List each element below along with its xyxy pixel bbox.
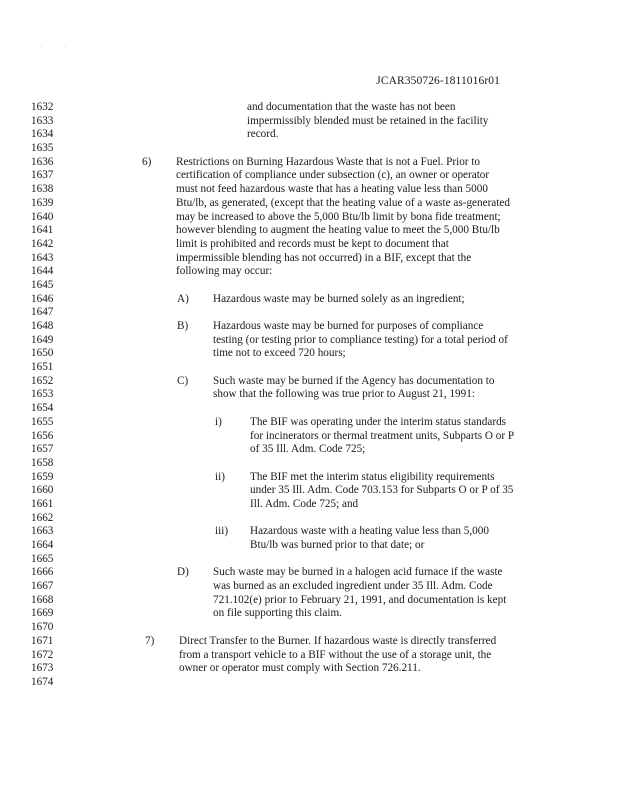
- line-text: show that the following was true prior to August 21, 1991:: [213, 388, 475, 401]
- document-line: [0, 238, 618, 252]
- line-number: 1664: [31, 539, 54, 551]
- line-text: impermissible blending has not occurred) in a BIF, except that the: [176, 251, 472, 264]
- line-text: Hazardous waste may be burned for purposes of compliance: [213, 320, 484, 332]
- document-line: [0, 279, 618, 293]
- document-line: [0, 265, 618, 279]
- line-number: 1667: [31, 580, 54, 593]
- item-marker: C): [177, 374, 189, 387]
- item-marker: D): [177, 566, 189, 579]
- line-text: under 35 Ill. Adm. Code 703.153 for Subparts O or P of 35: [250, 484, 514, 497]
- line-number: 1650: [31, 347, 54, 360]
- line-text: Btu/lb, as generated, (except that the heating value of a waste as-generated: [176, 196, 510, 209]
- document-line: [0, 443, 618, 457]
- line-number: 1636: [31, 155, 54, 168]
- line-text: owner or operator must comply with Section 726.211.: [179, 662, 421, 675]
- line-number: 1661: [31, 497, 54, 510]
- item-marker: ii): [215, 470, 225, 483]
- document-line: [0, 416, 618, 430]
- item-marker: B): [177, 320, 189, 332]
- line-number: 1665: [31, 552, 54, 565]
- line-text: following may occur:: [176, 265, 273, 278]
- document-line: [0, 662, 618, 676]
- document-line: [0, 676, 618, 690]
- line-text: Direct Transfer to the Burner. If hazardous waste is directly transferred: [179, 634, 497, 647]
- document-line: [0, 211, 618, 225]
- line-number: 1657: [31, 443, 54, 456]
- document-line: [0, 197, 618, 211]
- line-text: was burned as an excluded ingredient under 35 Ill. Adm. Code: [213, 580, 493, 593]
- line-number: 1642: [31, 237, 54, 250]
- line-number: 1640: [31, 210, 54, 223]
- document-line: [0, 293, 618, 307]
- document-line: [0, 156, 618, 170]
- line-number: 1643: [31, 251, 54, 264]
- line-text: limit is prohibited and records must be kept to document that: [176, 237, 449, 250]
- document-line: [0, 457, 618, 471]
- line-number: 1671: [31, 634, 54, 647]
- document-line: [0, 361, 618, 375]
- document-line: [0, 539, 618, 553]
- document-line: [0, 402, 618, 416]
- line-text: may be increased to above the 5,000 Btu/lb limit by bona fide treatment;: [176, 210, 501, 223]
- line-number: 1644: [31, 265, 54, 278]
- line-number: 1639: [31, 196, 54, 209]
- item-marker: iii): [215, 525, 229, 538]
- line-number: 1662: [31, 511, 54, 524]
- document-line: [0, 430, 618, 444]
- line-text: Hazardous waste with a heating value less than 5,000: [250, 525, 489, 538]
- line-number: 1674: [31, 675, 54, 688]
- document-line: [0, 320, 618, 334]
- document-line: [0, 115, 618, 129]
- line-text: record.: [247, 128, 279, 141]
- line-number: 1658: [31, 456, 54, 469]
- line-number: 1647: [31, 306, 54, 319]
- line-text: on file supporting this claim.: [213, 607, 342, 620]
- line-text: Restrictions on Burning Hazardous Waste that is not a Fuel. Prior to: [176, 155, 481, 168]
- document-line: [0, 142, 618, 156]
- line-number: 1669: [31, 607, 54, 620]
- line-number: 1656: [31, 429, 54, 442]
- line-text: 721.102(e) prior to February 21, 1991, and documentation is kept: [213, 593, 507, 606]
- item-marker: 6): [142, 155, 152, 168]
- line-number: 1635: [31, 142, 54, 155]
- line-number: 1654: [31, 402, 54, 415]
- line-number: 1649: [31, 333, 54, 346]
- line-number: 1633: [31, 114, 54, 127]
- line-text: for incinerators or thermal treatment units, Subparts O or P: [250, 429, 515, 442]
- document-line: [0, 388, 618, 402]
- document-line: [0, 484, 618, 498]
- line-number: 1641: [31, 224, 54, 237]
- document-line: [0, 169, 618, 183]
- line-text: The BIF was operating under the interim status standards: [250, 415, 507, 428]
- document-line: [0, 183, 618, 197]
- line-number: 1634: [31, 128, 54, 141]
- item-marker: 7): [145, 634, 155, 647]
- line-number: 1653: [31, 388, 54, 401]
- document-line: [0, 252, 618, 266]
- line-number: 1670: [31, 621, 54, 634]
- line-number: 1637: [31, 169, 54, 182]
- document-line: [0, 306, 618, 320]
- line-list: [0, 101, 618, 690]
- line-text: of 35 Ill. Adm. Code 725;: [250, 443, 366, 456]
- document-line: [0, 498, 618, 512]
- line-number: 1648: [31, 320, 54, 332]
- line-number: 1666: [31, 566, 54, 579]
- line-text: Hazardous waste may be burned solely as an ingredient;: [213, 292, 465, 305]
- document-line: [0, 375, 618, 389]
- line-number: 1632: [31, 101, 54, 113]
- document-header: JCAR350726-1811016r01: [376, 75, 500, 87]
- document-line: [0, 594, 618, 608]
- line-text: and documentation that the waste has not been: [247, 101, 456, 113]
- line-text: Such waste may be burned if the Agency has documentation to: [213, 374, 495, 387]
- document-line: [0, 334, 618, 348]
- line-text: Ill. Adm. Code 725; and: [250, 497, 359, 510]
- line-text: impermissibly blended must be retained in the facility: [247, 114, 489, 127]
- line-text: Such waste may be burned in a halogen acid furnace if the waste: [213, 566, 503, 579]
- document-line: [0, 566, 618, 580]
- line-text: certification of compliance under subsection (c), an owner or operator: [176, 169, 490, 182]
- document-line: [0, 607, 618, 621]
- line-number: 1655: [31, 415, 54, 428]
- line-number: 1646: [31, 292, 54, 305]
- line-number: 1651: [31, 361, 54, 374]
- line-text: must not feed hazardous waste that has a heating value less than 5000: [176, 183, 488, 196]
- document-line: [0, 635, 618, 649]
- document-line: [0, 128, 618, 142]
- document-line: [0, 580, 618, 594]
- document-line: [0, 471, 618, 485]
- line-text: time not to exceed 720 hours;: [213, 347, 346, 360]
- line-number: 1673: [31, 662, 54, 675]
- line-text: The BIF met the interim status eligibility requirements: [250, 470, 495, 483]
- document-line: [0, 101, 618, 115]
- document-line: [0, 224, 618, 238]
- line-number: 1645: [31, 278, 54, 291]
- document-line: [0, 621, 618, 635]
- document-line: [0, 553, 618, 567]
- line-number: 1672: [31, 648, 54, 661]
- line-number: 1638: [31, 183, 54, 196]
- item-marker: i): [215, 415, 222, 428]
- line-number: 1652: [31, 374, 54, 387]
- line-number: 1668: [31, 593, 54, 606]
- document-line: [0, 649, 618, 663]
- line-number: 1660: [31, 484, 54, 497]
- document-line: [0, 347, 618, 361]
- line-number: 1663: [31, 525, 54, 538]
- line-text: Btu/lb was burned prior to that date; or: [250, 539, 425, 551]
- item-marker: A): [177, 292, 189, 305]
- document-line: [0, 512, 618, 526]
- line-text: however blending to augment the heating value to meet the 5,000 Btu/lb: [176, 224, 500, 237]
- line-number: 1659: [31, 470, 54, 483]
- scan-specks: · ·: [40, 44, 67, 50]
- line-text: testing (or testing prior to compliance testing) for a total period of: [213, 333, 508, 346]
- document-line: [0, 525, 618, 539]
- line-text: from a transport vehicle to a BIF without the use of a storage unit, the: [179, 648, 492, 661]
